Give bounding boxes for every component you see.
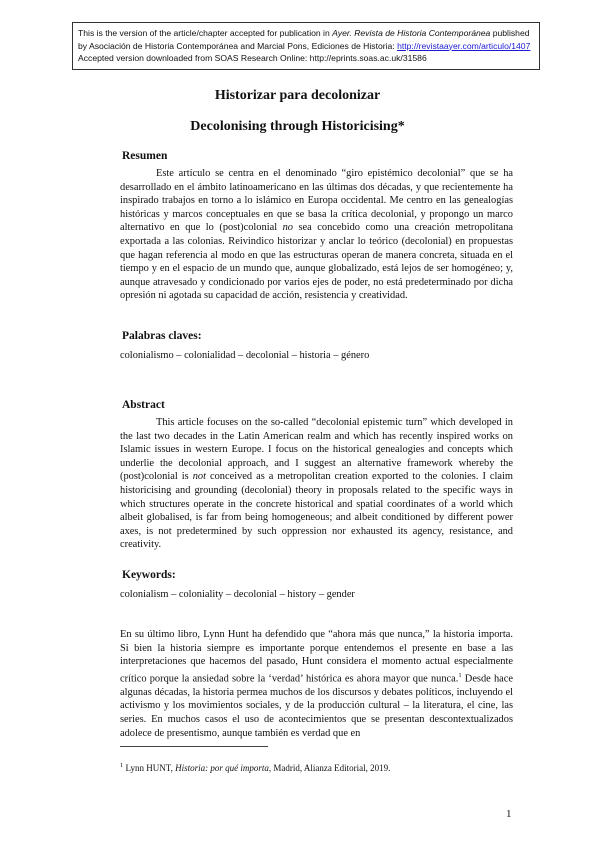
footnote-text-1: Lynn HUNT, bbox=[123, 763, 176, 773]
title-spanish: Historizar para decolonizar bbox=[214, 88, 381, 103]
notice-journal: Ayer. Revista de Historia Contemporánea bbox=[332, 28, 491, 38]
resumen-text-1: Este artículo se centra en el denominado “giro epistémico decolonial” que se ha desarrollado en el ámbito latinoamericano en las últimas dos décadas, y que recientemente ha inspirado trabajos en torno a lo islámico en Europa occidental. Me centro en las genealogías históricas y marcos conceptuales en que se basa la crítica decolonial, y propongo un marco alternativo en que lo (post)colonial bbox=[120, 168, 513, 234]
acceptance-notice bbox=[72, 22, 540, 70]
footnote bbox=[120, 762, 390, 773]
abstract-emphasis: not bbox=[192, 471, 206, 483]
resumen-emphasis: no bbox=[282, 222, 293, 234]
resumen-heading: Resumen bbox=[122, 150, 168, 162]
keywords-heading: Keywords: bbox=[122, 569, 176, 581]
abstract-paragraph bbox=[120, 416, 513, 552]
notice-text-1: This is the version of the article/chapter accepted for publication in bbox=[78, 28, 333, 38]
footnote-book-title: Historia: por qué importa bbox=[175, 763, 269, 773]
notice-text-3: Accepted version downloaded from SOAS Research Online: http://eprints.soas.ac.uk/31586 bbox=[78, 53, 427, 63]
footnote-number: 1 bbox=[120, 762, 124, 769]
footnote-text-2: , Madrid, Alianza Editorial, 2019. bbox=[268, 763, 391, 773]
footnote-reference[interactable]: 1 bbox=[458, 671, 462, 679]
notice-text-2: published by Asociación de Historia Contemporánea and Marcial Pons, Ediciones de Historia: bbox=[78, 28, 530, 51]
keywords-list: colonialism – coloniality – decolonial – history – gender bbox=[120, 589, 355, 600]
page-number: 1 bbox=[506, 808, 512, 820]
body-text-1: En su último libro, Lynn Hunt ha defendido que “ahora más que nunca,” la historia importa. Si bien la historia siempre es importante porque entendemos el presente en base a las interpretaciones que hacemos del pasado, Hunt considera el momento actual especialmente crítico porque la ansiedad sobre la ‘verdad’ histórica es ahora mayor que nunca. bbox=[120, 629, 513, 685]
body-text-2: Desde hace algunas décadas, la historia permea muchos de los discursos y debates políticos, incluyendo el activismo y los movimientos sociales, y de la producción cultural – la literatura, el cine, las series. En muchos casos el uso de acontecimientos que se presentan descontextualizados adolece de presentismo, aunque también es verdad que en bbox=[120, 673, 513, 739]
resumen-text-2: sea concebido como una creación metropolitana exportada a las colonias. Reivindico historizar y anclar lo teórico (decolonial) en propuestas que hagan referencia al modo en que las estructuras operan de manera concreta, situada en el tiempo y en el espacio de un mundo que, aunque globalizado, está lejos de ser homogéneo; y, aunque atravesado y condicionado por varios ejes de poder, no está predeterminado por dicha opresión ni agotada su capacidad de acción, resistencia y creatividad. bbox=[120, 222, 513, 302]
palabras-list: colonialismo – colonialidad – decolonial – historia – género bbox=[120, 350, 370, 361]
footnote-divider bbox=[120, 746, 268, 747]
title-english: Decolonising through Historicising* bbox=[190, 119, 405, 134]
palabras-heading: Palabras claves: bbox=[122, 330, 202, 342]
resumen-paragraph bbox=[120, 167, 513, 303]
notice-link[interactable]: http://revistaayer.com/articulo/1407 bbox=[397, 40, 531, 51]
body-paragraph bbox=[120, 628, 513, 740]
abstract-text-2: conceived as a metropolitan creation exported to the colonies. I claim historicising and grounding (decolonial) theory in proposals related to the specific ways in which structures operate in the concrete historical and spatial coordinates of a world which albeit globalised, is far from being homogeneous; and albeit conditioned by different power axes, is not predetermined by such oppression nor exhausted its agency, resistance, and creativity. bbox=[120, 471, 514, 551]
abstract-heading: Abstract bbox=[122, 399, 165, 411]
abstract-text-1: This article focuses on the so-called “decolonial epistemic turn” which developed in the last two decades in the Latin American realm and which has recently inspired works on Islamic issues in western Europe. I focus on the historical genealogies and concepts which underlie the decolonial approach, and I suggest an alternative framework whereby the (post)colonial is bbox=[120, 417, 513, 483]
